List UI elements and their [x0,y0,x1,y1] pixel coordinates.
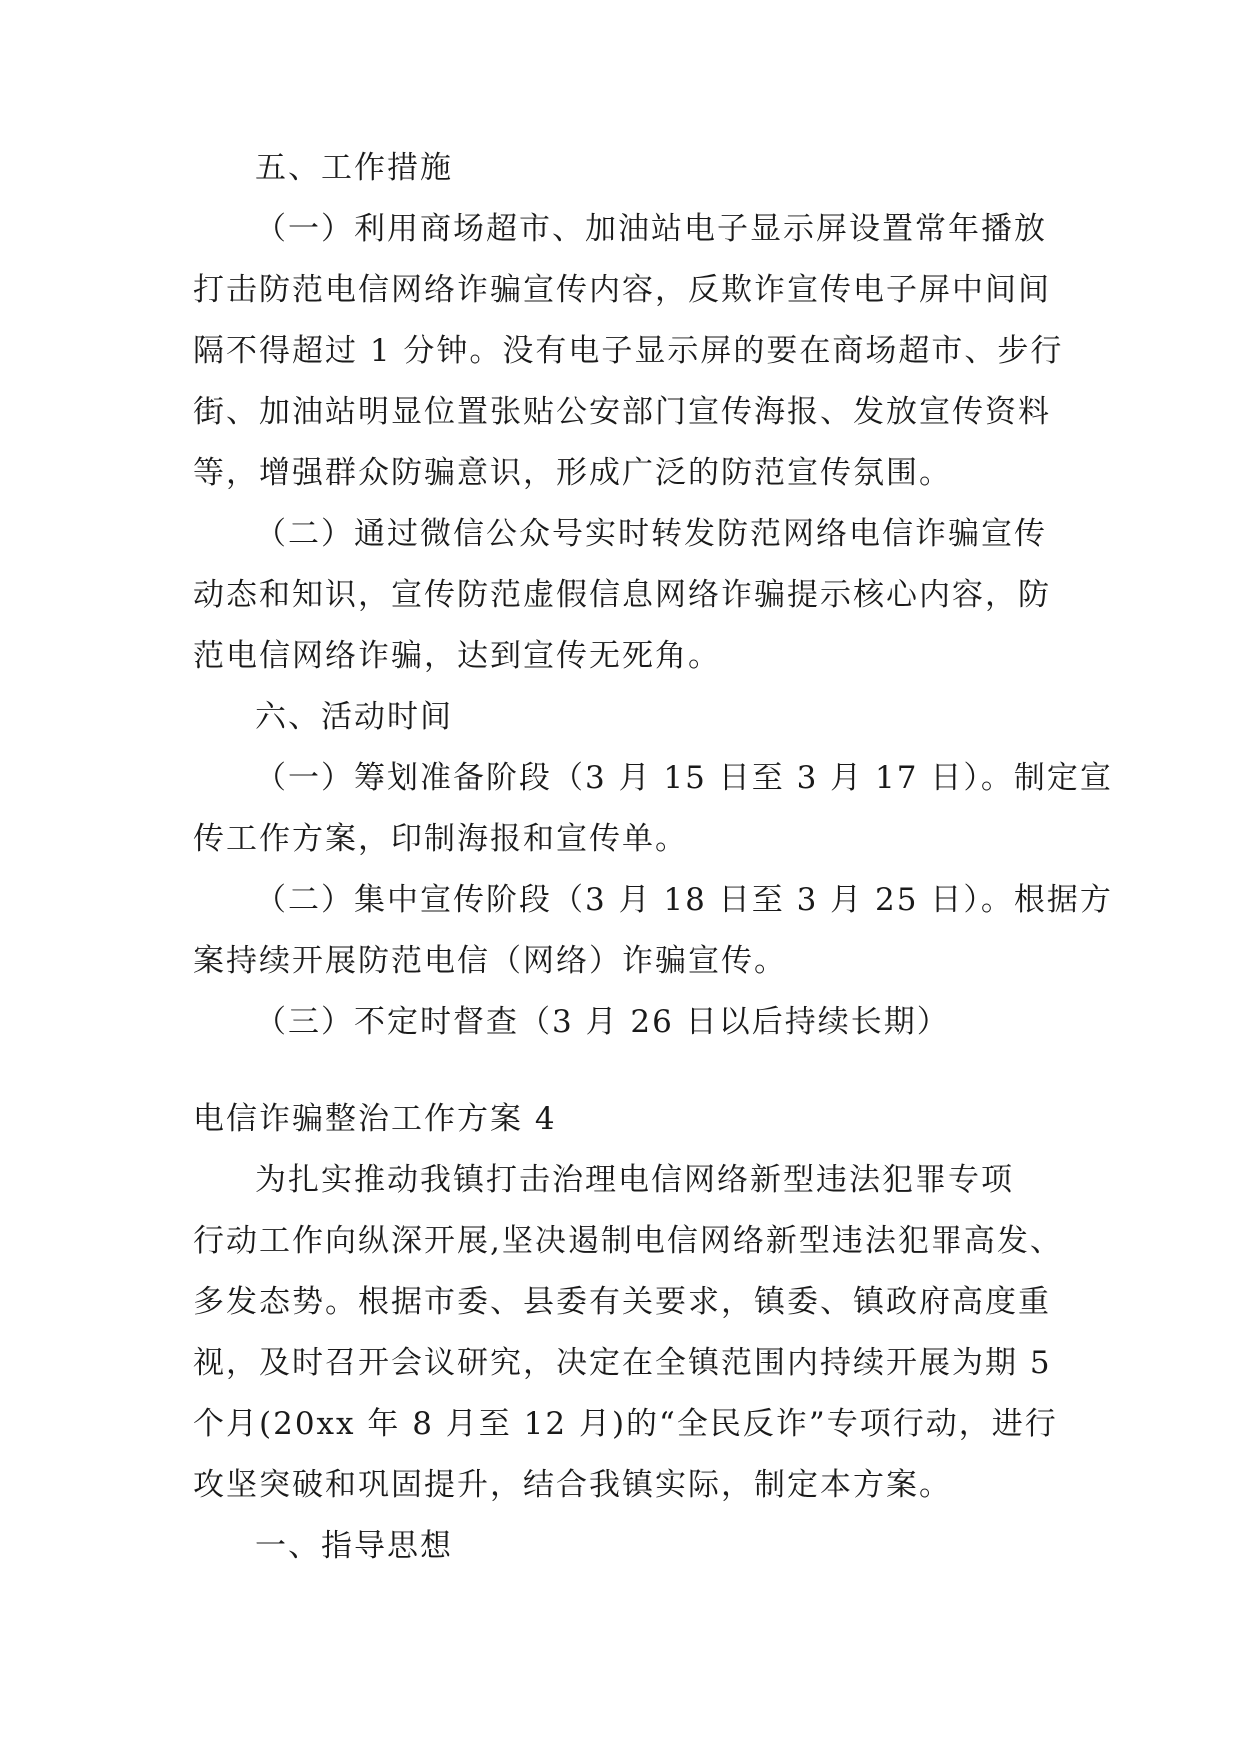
paragraph-line: 传工作方案，印制海报和宣传单。 [193,821,688,857]
paragraph-line: 攻坚突破和巩固提升，结合我镇实际，制定本方案。 [193,1467,952,1503]
paragraph-line: 案持续开展防范电信（网络）诈骗宣传。 [193,943,787,979]
paragraph-line: 多发态势。根据市委、县委有关要求，镇委、镇政府高度重 [193,1284,1051,1320]
paragraph-line: 为扎实推动我镇打击治理电信网络新型违法犯罪专项 [255,1162,1014,1198]
paragraph-line: （一）利用商场超市、加油站电子显示屏设置常年播放 [255,211,1047,247]
paragraph-line: 个月(20xx 年 8 月至 12 月)的“全民反诈”专项行动，进行 [193,1406,1058,1442]
section-heading-work-measures: 五、工作措施 [255,150,453,186]
paragraph-line: （三）不定时督查（3 月 26 日以后持续长期） [255,1004,950,1040]
paragraph-line: 打击防范电信网络诈骗宣传内容，反欺诈宣传电子屏中间间 [193,272,1051,308]
paragraph-line: 范电信网络诈骗，达到宣传无死角。 [193,638,721,674]
plan4-body [193,1089,1063,1577]
paragraph-line: 动态和知识，宣传防范虚假信息网络诈骗提示核心内容，防 [193,577,1051,613]
paragraph-line: （二）通过微信公众号实时转发防范网络电信诈骗宣传 [255,516,1047,552]
section-heading-guiding-ideology: 一、指导思想 [255,1528,453,1564]
paragraph-line: 隔不得超过 1 分钟。没有电子显示屏的要在商场超市、步行 [193,333,1064,369]
document-body [193,138,1113,1053]
plan-title: 电信诈骗整治工作方案 4 [193,1101,557,1137]
paragraph-line: 街、加油站明显位置张贴公安部门宣传海报、发放宣传资料 [193,394,1051,430]
paragraph-line: 行动工作向纵深开展,坚决遏制电信网络新型违法犯罪高发、 [193,1223,1063,1259]
paragraph-line: （二）集中宣传阶段（3 月 18 日至 3 月 25 日）。根据方 [255,882,1113,918]
section-heading-activity-time: 六、活动时间 [255,699,453,735]
paragraph-line: 等，增强群众防骗意识，形成广泛的防范宣传氛围。 [193,455,952,491]
paragraph-line: 视，及时召开会议研究，决定在全镇范围内持续开展为期 5 [193,1345,1052,1381]
paragraph-line: （一）筹划准备阶段（3 月 15 日至 3 月 17 日）。制定宣 [255,760,1113,796]
